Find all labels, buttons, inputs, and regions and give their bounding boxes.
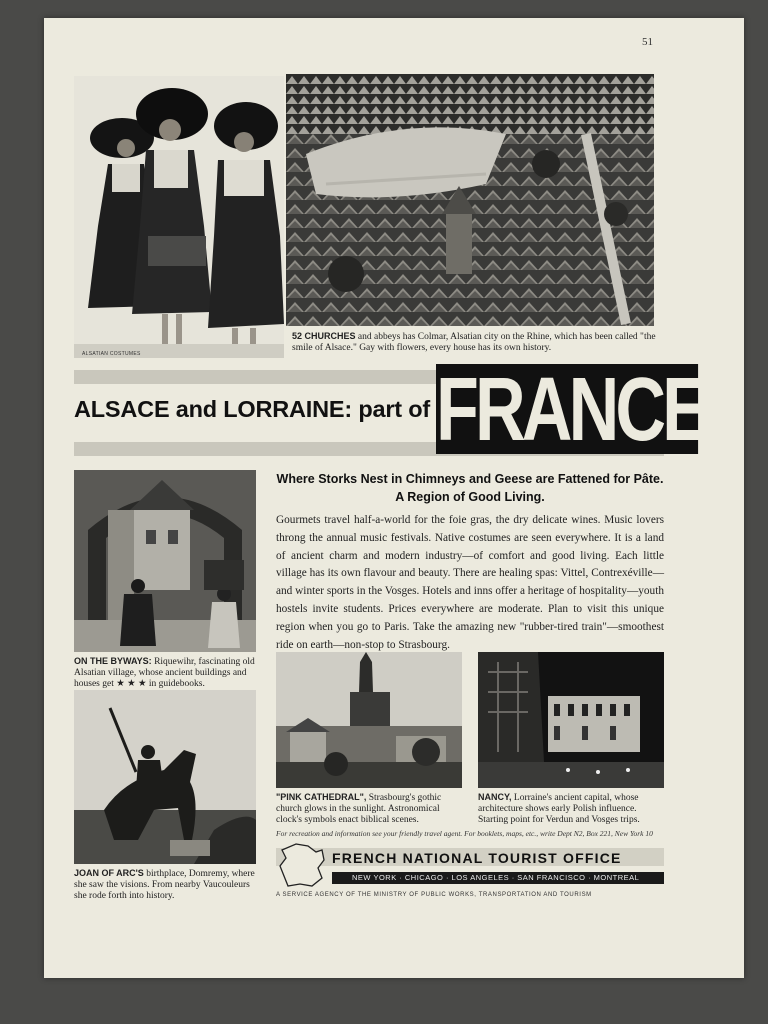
joan-caption-text: birthplace, Domremy, where she saw the visions. From nearby Vaucouleurs she rode forth into history. — [74, 869, 255, 901]
colmar-aerial-photo — [286, 74, 654, 326]
agency-line: A SERVICE AGENCY OF THE MINISTRY OF PUBLIC WORKS, TRANSPORTATION AND TOURISM — [276, 892, 592, 898]
byways-caption — [74, 656, 256, 690]
tourist-office-banner — [276, 844, 664, 886]
joan-of-arc-photo — [74, 690, 256, 864]
cathedral-caption — [276, 792, 462, 826]
costumes-photo — [74, 76, 284, 358]
headline-text: ALSACE and LORRAINE: part of — [74, 396, 431, 422]
page-number: 51 — [642, 36, 653, 48]
nancy-photo — [478, 652, 664, 788]
byways-caption-text: Riquewihr, fascinating old Alsatian village, whose ancient buildings and houses get ★ ★ ★ in guidebooks. — [74, 657, 255, 689]
france-title: FRANCE — [436, 360, 706, 460]
byways-photo — [74, 470, 256, 652]
costumes-caption: ALSATIAN COSTUMES — [82, 351, 141, 357]
colmar-caption — [292, 331, 662, 354]
cathedral-caption-text: Strasbourg's gothic church glows in the sunlight. Astronomical clock's symbols enact biblical scenes. — [276, 793, 442, 825]
article-subhead: Where Storks Nest in Chimneys and Geese are Fattened for Pâte. A Region of Good Living. — [276, 472, 664, 504]
colmar-caption-lead: 52 CHURCHES — [292, 331, 356, 341]
colmar-caption-text: and abbeys has Colmar, Alsatian city on the Rhine, which has been called "the smile of Alsace." Gay with flowers, every house has its own history. — [292, 332, 656, 353]
byways-caption-lead: ON THE BYWAYS: — [74, 656, 152, 666]
france-map-emblem-icon — [278, 842, 326, 888]
office-cities: NEW YORK · CHICAGO · LOS ANGELES · SAN FRANCISCO · MONTREAL — [352, 873, 640, 882]
nancy-caption-text: Lorraine's ancient capital, whose architecture shows early Polish influence. Starting point for Verdun and Vosges trips. — [478, 793, 640, 825]
joan-caption-lead: JOAN OF ARC'S — [74, 868, 144, 878]
nancy-caption — [478, 792, 664, 826]
nancy-caption-lead: NANCY, — [478, 792, 512, 802]
headline-band — [74, 360, 706, 460]
information-footnote: For recreation and information see your friendly travel agent. For booklets, maps, etc., write Dept N2, Box 221, New York 10 — [276, 829, 653, 838]
article-body-text: Gourmets travel half-a-world for the foie gras, the dry delicate wines. Music lovers throng the annual music festivals. Native costumes are seen everywhere. It is a land of ancient charm and modern industry—of comfort and good living. Each little village has its own flavour and beauty. There are healing spas: Vittel, Contrexéville—and winter sports in the Vosges. Hotels and inns offer a heritage of hospitality—youth hostels invite students. Prices everywhere are moderate. Plan to visit this unique region when you go to Paris. Take the amazing new "rubber-tired train"—smoothest ride on earth—non-stop to Strasbourg. — [276, 514, 664, 651]
article-body — [276, 512, 664, 654]
office-name: FRENCH NATIONAL TOURIST OFFICE — [332, 850, 622, 866]
cathedral-caption-lead: "PINK CATHEDRAL", — [276, 792, 367, 802]
joan-caption — [74, 868, 256, 902]
cathedral-photo — [276, 652, 462, 788]
magazine-page — [44, 18, 744, 978]
